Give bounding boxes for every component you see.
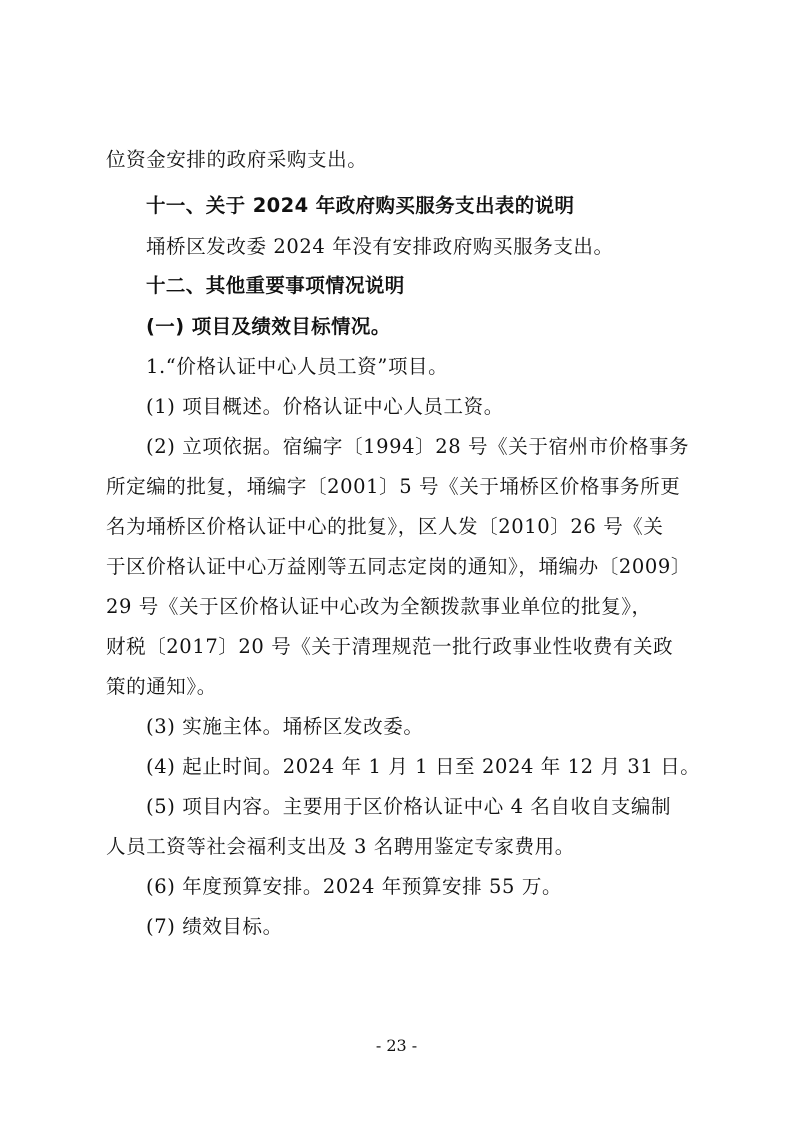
body-text-line: (2) 立项依据。宿编字〔1994〕28 号《关于宿州市价格事务 bbox=[146, 435, 690, 458]
body-text-line: 策的通知》。 bbox=[106, 675, 217, 698]
body-text-line: 位资金安排的政府采购支出。 bbox=[106, 148, 368, 171]
body-text-line: (7) 绩效目标。 bbox=[146, 915, 283, 938]
body-text-line: 于区价格认证中心万益刚等五同志定岗的通知》，埇编办〔2009〕 bbox=[106, 555, 691, 578]
body-text-line: (4) 起止时间。2024 年 1 月 1 日至 2024 年 12 月 31 日。 bbox=[146, 755, 701, 778]
body-text-line: (6) 年度预算安排。2024 年预算安排 55 万。 bbox=[146, 875, 563, 898]
subsection-heading: (一) 项目及绩效目标情况。 bbox=[146, 315, 391, 338]
body-text-line: 人员工资等社会福利支出及 3 名聘用鉴定专家费用。 bbox=[106, 835, 575, 858]
section-heading-12: 十二、其他重要事项情况说明 bbox=[146, 274, 405, 297]
body-text-line: (5) 项目内容。主要用于区价格认证中心 4 名自收自支编制 bbox=[146, 795, 672, 818]
page-number: - 23 - bbox=[375, 1036, 418, 1055]
body-text-line: 所定编的批复，埇编字〔2001〕5 号《关于埇桥区价格事务所更 bbox=[106, 475, 681, 498]
body-text-line: (1) 项目概述。价格认证中心人员工资。 bbox=[146, 395, 504, 418]
body-text-line: 埇桥区发改委 2024 年没有安排政府购买服务支出。 bbox=[146, 235, 614, 258]
body-text-line: 29 号《关于区价格认证中心改为全额拨款事业单位的批复》， bbox=[106, 595, 652, 618]
body-text-line: 名为埇桥区价格认证中心的批复》，区人发〔2010〕26 号《关 bbox=[106, 515, 664, 538]
section-heading-11: 十一、关于 2024 年政府购买服务支出表的说明 bbox=[146, 194, 575, 217]
project-title-line: 1.“价格认证中心人员工资”项目。 bbox=[146, 355, 449, 378]
body-text-line: (3) 实施主体。埇桥区发改委。 bbox=[146, 715, 424, 738]
body-text-line: 财税〔2017〕20 号《关于清理规范一批行政事业性收费有关政 bbox=[106, 635, 674, 658]
